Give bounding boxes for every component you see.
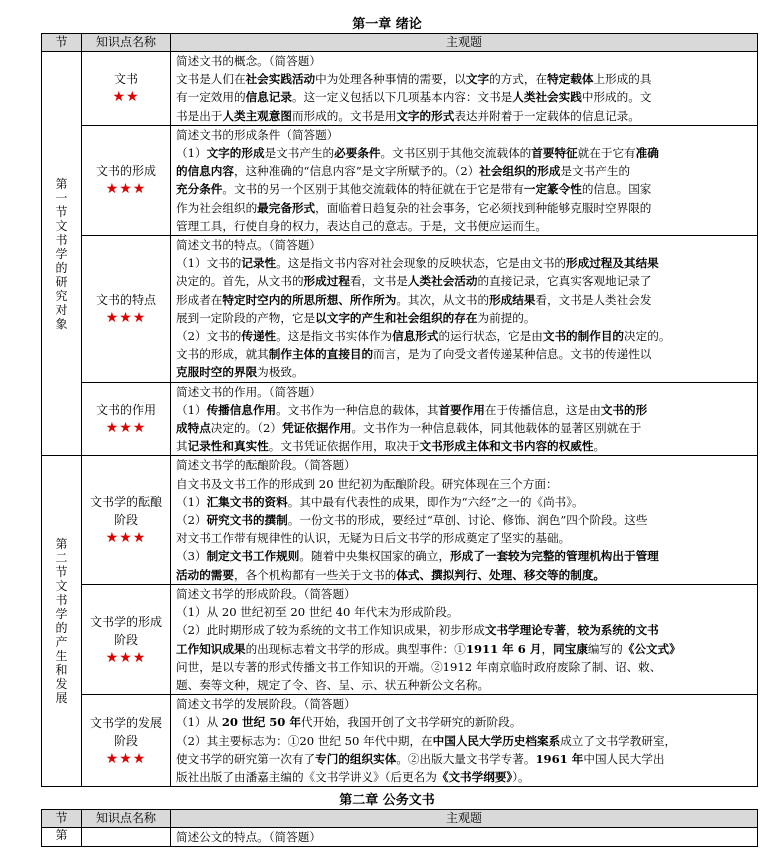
text-span: 有一定效用的 [176,90,246,105]
answer-line [176,547,753,565]
text-span: 其 [176,439,188,454]
text-span: 。一份文书的形成，要经过“草创、讨论、修饰、润色”四个阶段。这些 [287,513,648,528]
text-span: 。其次，从文书的 [396,292,490,307]
answer-line [176,401,753,419]
bold-term: 汇集文书的资料 [206,494,288,509]
table-row [42,125,758,235]
text-span: 。文书区别于其他交流载体的 [380,146,532,161]
text-span: 简述文书的概念。（简答题） [176,54,321,68]
bold-term: 必要条件 [334,146,381,161]
answer-line [176,345,753,363]
knowledge-point [82,584,171,694]
text-span: 而形成的。文书是用 [291,108,397,123]
text-span: 。这是指文书实体作为 [276,329,393,344]
answer-line [176,621,753,639]
bold-term: 文书的制作目的 [542,329,625,344]
bold-term: 充分条件 [176,182,223,197]
text-span: 。其中最有代表性的成果，即作为“六经”之一的《尚书》。 [287,494,584,509]
text-span: 简述文书学的酝酿阶段。（简答题） [176,458,356,473]
text-span: 决定的。（2） [210,421,282,436]
section-label-text: 第二节文书学的产生和发展 [55,537,68,706]
text-span: 看，文书是 [349,274,408,289]
text-span: 决定的。首先，从文书的 [176,274,304,289]
text-span: 。文书作为一种信息载体，同其他载体的显著区别就在于 [351,421,642,436]
bold-term: 研究文书的撰制 [206,513,288,528]
table-row [42,52,758,126]
bold-term: 信息形式 [392,329,439,344]
knowledge-point [82,125,171,235]
text-span: （1）从 [176,715,222,730]
knowledge-point-name: 文书的作用 [95,403,156,418]
bold-term: 人类主观意图 [222,108,292,123]
text-span: 中形成的。文 [581,90,652,105]
answer-line [176,309,753,327]
text-span: （1） [176,402,207,417]
bold-term: 文字的形成 [206,146,265,161]
text-span: （1） [176,494,207,509]
text-span: 展到一定阶段的产物，它是 [176,310,316,325]
text-span: ）。 [512,769,530,784]
answer-line [176,493,753,511]
text-span: 文书是人们在 [176,72,246,87]
bold-term: 人类社会活动 [407,274,478,289]
answer-line [176,162,753,180]
answer-cell [171,236,758,383]
bold-term: 《公文式》 [622,641,681,656]
bold-term: 制定文书工作规则 [206,549,300,564]
bold-term: 文书形成主体和文书内容的权威性 [419,439,594,454]
text-span: 的方式，在 [489,72,548,87]
answer-line [176,768,753,786]
bold-term: 文书的形 [600,402,648,417]
text-span: 而言，是为了向受文者传递某种信息。文书的传递性以 [373,347,652,362]
header-point: 知识点名称 [82,810,171,828]
answer-line [176,566,753,584]
bold-term: 较为系统的文书 [577,623,659,638]
bold-term: 20 世纪 50 年 [221,715,302,730]
bold-term: 活动的需要 [176,567,234,582]
bold-term: 成特点 [176,421,211,436]
bold-term: 记录性 [241,256,277,271]
answer-line [176,419,753,437]
text-span: ，各个机构都有一些关于文书的 [233,567,397,582]
text-span: 。文书的另一个区别于其他交流载体的特征就在于它是带有 [222,182,524,197]
answer-line [176,529,753,547]
bold-term: 特定载体 [547,72,594,87]
bold-term: 准确 [635,146,659,161]
table-row [42,236,758,383]
bold-term: 社会实践活动 [245,72,316,87]
chapter-1-title: 第一章 绪论 [352,17,422,32]
knowledge-point-name: 文书 [113,72,138,87]
section-label: 第 [42,828,82,847]
text-span: 为前提的。 [477,310,536,325]
text-span: 简述文书的形成条件（简答题） [176,127,339,142]
text-span: 在于传播信息，这是由 [484,402,601,417]
bold-term: 人类社会实践 [512,90,582,105]
knowledge-point-name: 文书的特点 [95,292,156,307]
text-span: （2）其主要标志为：①20 世纪 50 年代中期，在 [176,733,433,748]
bold-term: 特定时空内的所思所想、所作所为 [222,292,397,307]
bold-term: 社会组织的形成 [479,164,561,179]
bold-term: 以文字的产生和社会组织的存在 [315,310,478,325]
text-span: 简述文书学的发展阶段。（简答题） [176,697,356,712]
knowledge-point [82,456,171,584]
text-span: ，这种准确的“信息内容”是文字所赋予的。（2） [233,164,480,179]
answer-line [176,291,753,309]
text-span: 作为社会组织的 [176,200,258,215]
answer-line [176,363,753,381]
chapter-1-table [41,33,758,787]
bold-term: 首要特征 [531,146,578,161]
answer-cell [171,52,758,126]
answer-cell [171,828,758,847]
text-span: （2）文书的 [176,329,242,344]
text-span: 对文书工作带有规律性的认识，无疑为日后文书学的形成奠定了坚实的基础。 [176,531,571,546]
bold-term: 体式、撰拟判行、处理、移交等的制度。 [396,567,606,582]
header-content: 主观题 [171,34,758,52]
text-span: 是文书产生的 [264,146,335,161]
answer-line [176,327,753,345]
text-span: 是文书产生的 [560,164,631,179]
text-span: ， [566,623,578,638]
knowledge-point-name: 文书学的形成阶段 [89,614,162,647]
header-content: 主观题 [171,810,758,828]
text-span: 使文书学的研究第一次有了 [176,751,316,766]
bold-term: 文字 [465,72,490,87]
bold-term: 中国人民大学历史档案系 [432,733,561,748]
answer-line [176,658,753,676]
text-span: （1） [176,146,207,161]
text-span: 书是出于 [176,108,223,123]
bold-term: 的信息内容 [176,164,234,179]
text-span: 中为处理各种事情的需要，以 [315,72,466,87]
text-span: 的出现标志着文书学的形成。典型事件：① [245,641,466,656]
question-line [176,585,753,603]
text-span: 编写的 [587,641,623,656]
knowledge-point-name: 文书学的发展阶段 [89,715,162,748]
table-row [42,382,758,456]
text-span: 题、奏等文种，规定了令、咨、呈、示、状五种新公文名称。 [176,677,490,692]
knowledge-point [82,236,171,383]
text-span: 问世，是以专著的形式传播文书工作知识的开端。②1912 年南京临时政府废除了制、诏、敕、 [176,659,662,674]
knowledge-point-name: 文书学的酝酿阶段 [89,495,162,528]
bold-term: 克服时空的界限 [176,365,258,380]
text-span: 看，文书是人类社会发 [535,292,652,307]
text-span: 成立了文书学教研室， [560,733,677,748]
importance-stars: ★★★ [105,181,147,198]
question-line [176,236,753,254]
answer-line [176,88,753,106]
text-span: 。随着中央集权国家的确立， [299,549,451,564]
bold-term: 凭证依据作用 [281,421,352,436]
answer-line [176,475,753,493]
bold-term: 一定篆令性 [523,182,582,197]
answer-line [176,217,753,235]
bold-term: 《文书学纲要》 [436,769,513,784]
text-span: （2）此时期形成了较为系统的文书工作知识成果，初步形成 [176,623,485,638]
text-span: 管理工具，行使自身的权力，表达自己的意志。于是，文书便应运而生。 [176,218,548,233]
text-span: 。这是指文书内容对社会现象的反映状态，它是由文书的 [276,256,567,271]
text-span: 简述文书学的形成阶段。（简答题） [176,586,356,601]
text-span: （1）从 20 世纪初至 20 世纪 40 年代末为形成阶段。 [176,605,459,620]
text-span: 的信息。国家 [581,182,652,197]
text-span: 表达并附着于一定载体的信息记录。 [454,108,640,123]
text-span: 简述文书的作用。（简答题） [176,384,321,399]
bold-term: 信息记录 [245,90,292,105]
text-span: 决定的。 [624,329,671,344]
bold-term: 首要作用 [438,402,485,417]
header-section: 节 [42,810,82,828]
question-line [176,383,753,401]
table-row [42,584,758,694]
importance-stars: ★★★ [105,420,147,437]
importance-stars: ★★★ [105,649,147,666]
bold-term: 形成过程 [303,274,350,289]
section-label [42,456,82,787]
bold-term: 传递性 [241,329,277,344]
bold-term: 专门的组织实体 [315,751,397,766]
table-row [42,456,758,584]
text-span: ， [541,641,554,656]
answer-cell [171,584,758,694]
text-span: 代开始，我国开创了文书学研究的新阶段。 [301,715,522,730]
text-span: 的直接记录，它真实客观地记录了 [477,274,652,289]
text-span: 。②出版大量文书学专著。 [396,751,536,766]
knowledge-point [82,382,171,456]
bold-term: 1961 年 [535,751,584,766]
answer-line [176,511,753,529]
bold-term: 形成结果 [489,292,536,307]
table-row [42,695,758,787]
bold-term: 形成过程及其结果 [566,256,659,271]
bold-term: 文字的形式 [396,108,455,123]
text-span: 。文书凭证依据作用，取决于 [268,439,420,454]
bold-term: 制作主体的直接目的 [268,347,374,362]
bold-term: 形成了一套较为完整的管理机构出于管理 [450,549,659,564]
question-line: 简述公文的特点。（简答题） [176,830,321,844]
header-row [42,34,758,52]
answer-line [176,199,753,217]
answer-line [176,603,753,621]
text-span: 文书的形成，就其 [176,347,269,362]
header-section: 节 [42,34,82,52]
answer-cell [171,382,758,456]
answer-line [176,640,753,658]
table-row [42,828,758,847]
text-span: 上形成的具 [593,72,652,87]
knowledge-point [82,828,171,847]
answer-cell [171,456,758,584]
bold-term: 最完备形式 [257,200,316,215]
text-span: （2） [176,513,207,528]
answer-line [176,144,753,162]
question-line [176,52,753,70]
text-span: 为极致。 [257,365,304,380]
question-line [176,126,753,144]
question-line [176,695,753,713]
text-span: 。 [593,439,606,454]
section-label [42,52,82,456]
bold-term: 1911 年 6 月 [465,641,542,656]
text-span: 版社出版了由潘嘉主编的《文书学讲义》（后更名为 [176,769,437,784]
text-span: （1）文书的 [176,256,242,271]
bold-term: 传播信息作用 [206,402,277,417]
text-span: 。文书作为一种信息的载体，其 [276,402,439,417]
text-span: 自文书及文书工作的形成到 20 世纪初为酝酿阶段。研究体现在三个方面： [176,476,558,491]
answer-line [176,437,753,455]
answer-line [176,676,753,694]
question-line [176,456,753,474]
answer-line [176,107,753,125]
importance-stars: ★★★ [105,530,147,547]
bold-term: 工作知识成果 [176,641,246,656]
importance-stars: ★★★ [105,309,147,326]
answer-line [176,713,753,731]
importance-stars: ★★ [112,89,140,106]
answer-line [176,750,753,768]
bold-term: 文书学理论专著 [484,623,566,638]
knowledge-point [82,52,171,126]
knowledge-point [82,695,171,787]
text-span: 中国人民大学出 [583,751,665,766]
knowledge-point-name: 文书的形成 [95,164,156,179]
section-label-text: 第一节文书学的研究对象 [55,176,68,331]
text-span: 简述文书的特点。（简答题） [176,238,321,253]
importance-stars: ★★★ [105,750,147,767]
text-span: 形成者在 [176,292,223,307]
bold-term: 同宝康 [553,641,588,656]
answer-line [176,732,753,750]
text-span: 的运行状态，它是由 [438,329,543,344]
chapter-2-title: 第二章 公务文书 [339,793,435,808]
text-span: ，面临着日趋复杂的社会事务，它必须找到种能够克服时空界限的 [315,200,652,215]
answer-cell [171,125,758,235]
text-span: （3） [176,549,207,564]
text-span: 。这一定义包括以下几项基本内容：文书是 [291,90,513,105]
answer-line [176,70,753,88]
bold-term: 记录性和真实性 [187,439,269,454]
text-span: 就在于它有 [577,146,636,161]
header-point: 知识点名称 [82,34,171,52]
header-row [42,810,758,828]
answer-line [176,180,753,198]
answer-line [176,272,753,290]
answer-cell [171,695,758,787]
chapter-2-table [41,809,758,847]
answer-line [176,254,753,272]
